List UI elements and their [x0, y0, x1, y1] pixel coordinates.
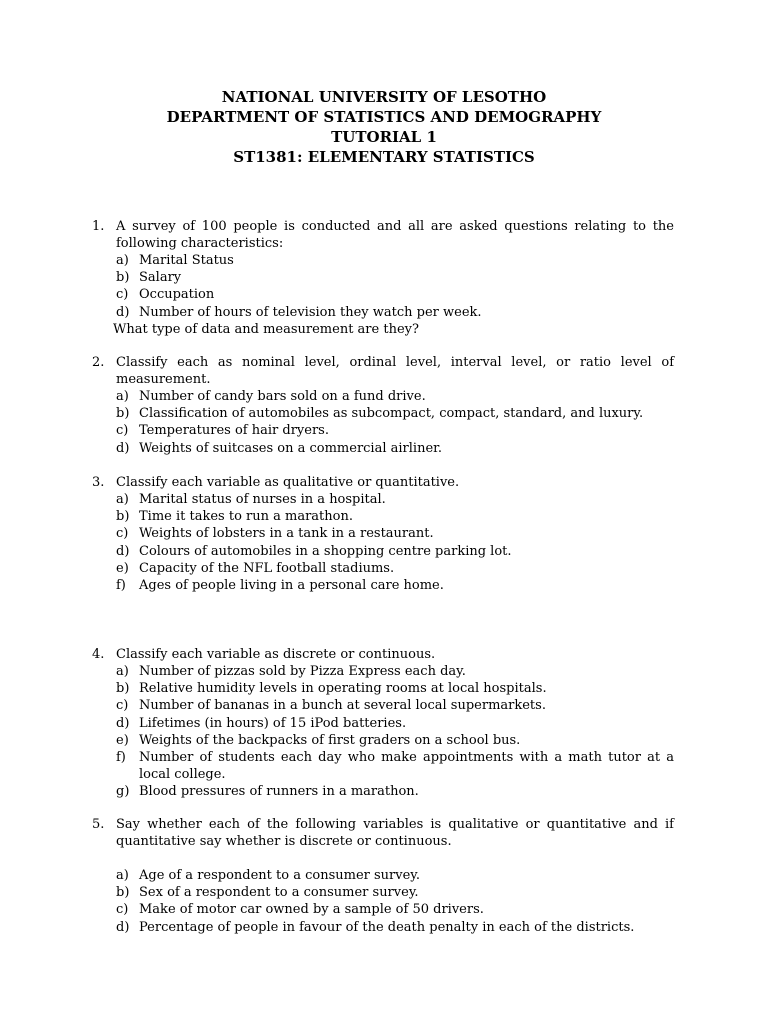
item-text: Temperatures of hair dryers. [139, 423, 329, 439]
item-text: Number of hours of television they watch per week. [139, 304, 482, 320]
item-label: a) [116, 253, 129, 268]
question-2 [92, 354, 674, 457]
item-text: Sex of a respondent to a consumer survey. [139, 885, 419, 901]
list-item [116, 405, 674, 422]
item-text: Weights of the backpacks of first graders on a school bus. [139, 732, 521, 748]
item-label: b) [116, 885, 130, 901]
list-item [116, 525, 674, 542]
item-label: a) [116, 492, 129, 507]
item-text: Ages of people living in a personal care home. [139, 578, 444, 594]
item-text: Number of bananas in a bunch at several local supermarkets. [139, 698, 546, 714]
item-text: Time it takes to run a marathon. [139, 509, 353, 525]
item-text: Salary [139, 270, 182, 286]
question-text: Say whether each of the following variables is qualitative or quantitative and if quantitative say whether is discrete or continuous. [116, 817, 674, 849]
item-text: Blood pressures of runners in a marathon. [139, 784, 419, 800]
item-label: b) [116, 406, 130, 422]
list-item [116, 286, 674, 303]
tutorial-title: TUTORIAL 1 [331, 128, 437, 146]
course-title: ST1381: ELEMENTARY STATISTICS [233, 148, 535, 166]
item-label: d) [116, 304, 130, 320]
item-text: Weights of suitcases on a commercial airliner. [139, 440, 443, 456]
question-number: 2. [92, 355, 105, 370]
list-item [116, 269, 674, 286]
item-list [92, 491, 674, 594]
item-label: a) [116, 664, 129, 679]
list-item [116, 715, 674, 732]
item-list [92, 388, 674, 457]
list-item [116, 560, 674, 577]
item-text: Number of candy bars sold on a fund drive. [139, 389, 426, 404]
item-label: c) [116, 287, 129, 303]
list-item [116, 304, 674, 321]
item-label: b) [116, 509, 130, 525]
item-label: f) [116, 578, 126, 594]
item-label: a) [116, 868, 129, 883]
item-text: Lifetimes (in hours) of 15 iPod batteries. [139, 715, 407, 731]
item-label: b) [116, 681, 130, 697]
question-number: 3. [92, 475, 105, 490]
list-item [116, 697, 674, 714]
item-label: d) [116, 715, 130, 731]
list-item [116, 783, 674, 800]
item-text: Age of a respondent to a consumer survey. [139, 868, 421, 883]
item-text: Number of students each day who make appointments with a math tutor at a local college. [139, 750, 674, 783]
list-item [116, 680, 674, 697]
list-item [116, 543, 674, 560]
item-text: Relative humidity levels in operating rooms at local hospitals. [139, 681, 547, 697]
question-text: A survey of 100 people is conducted and all are asked questions relating to the following characteristics: [116, 219, 674, 251]
question-number: 4. [92, 647, 105, 662]
list-item [116, 749, 674, 783]
question-3 [92, 474, 674, 594]
item-text: Occupation [139, 287, 215, 303]
list-item [116, 508, 674, 525]
item-text: Make of motor car owned by a sample of 50 drivers. [139, 902, 484, 918]
question-followup: What type of data and measurement are they? [113, 321, 419, 337]
question-number: 5. [92, 817, 105, 832]
list-item [116, 732, 674, 749]
question-4 [92, 646, 674, 801]
item-text: Percentage of people in favour of the death penalty in each of the districts. [139, 919, 635, 935]
university-title: NATIONAL UNIVERSITY OF LESOTHO [221, 88, 547, 106]
list-item [116, 422, 674, 439]
item-text: Weights of lobsters in a tank in a restaurant. [139, 526, 434, 542]
item-list [92, 252, 674, 321]
item-label: c) [116, 423, 129, 439]
item-label: e) [116, 560, 129, 576]
item-label: c) [116, 526, 129, 542]
question-text: Classify each variable as qualitative or quantitative. [116, 475, 460, 490]
item-label: c) [116, 902, 129, 918]
item-label: f) [116, 750, 126, 766]
item-list [92, 663, 674, 801]
list-item [116, 867, 674, 884]
item-text: Capacity of the NFL football stadiums. [139, 560, 395, 576]
list-item [116, 252, 674, 269]
list-item [116, 919, 674, 936]
document-header [0, 87, 768, 167]
list-item [116, 440, 674, 457]
question-1 [92, 218, 674, 338]
item-label: d) [116, 543, 130, 559]
item-label: d) [116, 919, 130, 935]
question-text: Classify each as nominal level, ordinal level, interval level, or ratio level of measurement. [116, 355, 674, 387]
item-label: e) [116, 732, 129, 748]
item-label: c) [116, 698, 129, 714]
item-label: a) [116, 389, 129, 404]
list-item [116, 388, 674, 405]
question-text: Classify each variable as discrete or continuous. [116, 647, 436, 662]
item-text: Marital Status [139, 253, 234, 268]
question-5 [92, 816, 674, 936]
department-title: DEPARTMENT OF STATISTICS AND DEMOGRAPHY [166, 108, 602, 126]
question-number: 1. [92, 219, 105, 234]
list-item [116, 491, 674, 508]
item-text: Colours of automobiles in a shopping centre parking lot. [139, 543, 512, 559]
item-text: Marital status of nurses in a hospital. [139, 492, 386, 507]
item-label: g) [116, 784, 130, 800]
list-item [116, 884, 674, 901]
list-item [116, 901, 674, 918]
list-item [116, 577, 674, 594]
item-label: d) [116, 440, 130, 456]
item-text: Number of pizzas sold by Pizza Express each day. [139, 664, 466, 679]
item-list [92, 867, 674, 936]
item-text: Classification of automobiles as subcompact, compact, standard, and luxury. [139, 406, 644, 422]
list-item [116, 663, 674, 680]
item-label: b) [116, 270, 130, 286]
